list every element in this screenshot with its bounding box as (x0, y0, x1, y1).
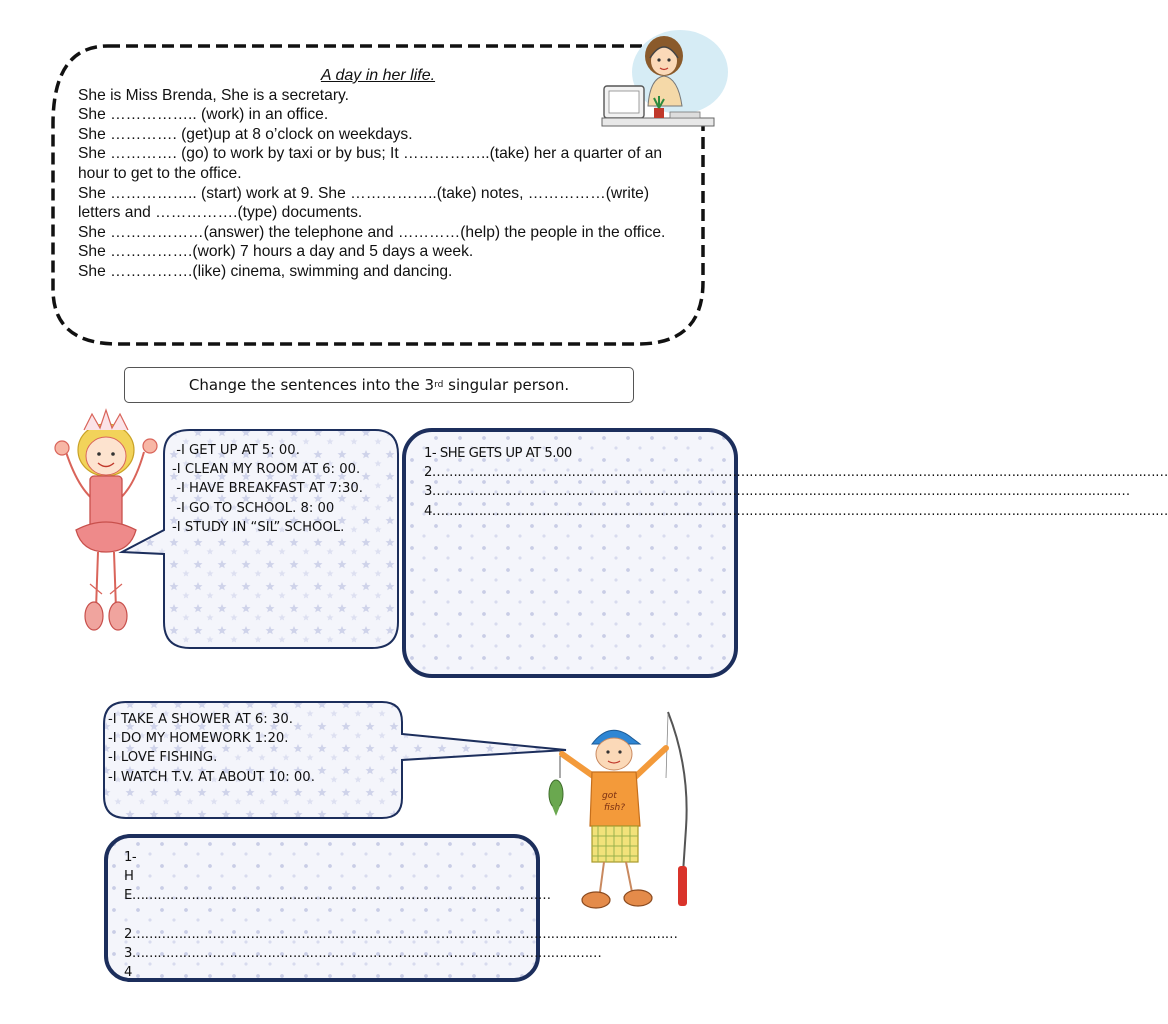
reading-line: She …………. (get)up at 8 o’clock on weekdays. (78, 125, 413, 143)
answer-line: 2…………………………………………………………………………………………………………………3…………………………………………………………………………………………………4 (124, 926, 678, 981)
answer-line: 2………………………………………………………………………………………………………………………………………………………… (424, 465, 1168, 481)
answer-line: 3………………………………………………………………………………………………………………………………………………… (424, 484, 1130, 500)
girl-sentences (172, 441, 394, 537)
boy-sentence: -I LOVE FISHING. (108, 750, 218, 766)
girl-sentence: -I STUDY IN “SIL” SCHOOL. (172, 519, 345, 535)
answer-line: 4………………………………………………………………………………………………………………………………………………………… (424, 503, 1168, 519)
instruction-text-end: singular person. (443, 376, 570, 394)
reading-line: She …………. (go) to work by taxi or by bus; It ……………..(take) her a quarter of an hour to get to the office. (78, 145, 663, 182)
instruction-box (124, 367, 634, 403)
boy-sentence: -I DO MY HOMEWORK 1:20. (108, 731, 289, 747)
instruction-superscript: rd (434, 380, 444, 390)
reading-line: She …………….. (work) in an office. (78, 106, 329, 124)
reading-passage (78, 66, 678, 282)
instruction-text: Change the sentences into the 3 (188, 376, 435, 394)
reading-line: She is Miss Brenda, She is a secretary. (78, 86, 349, 104)
boy-sentence: -I TAKE A SHOWER AT 6: 30. (108, 712, 293, 727)
boy-sentence: -I WATCH T.V. AT ABOUT 10: 00. (108, 769, 315, 785)
girl-sentence: -I CLEAN MY ROOM AT 6: 00. (172, 462, 361, 478)
girl-sentence: -I GET UP AT 5: 00. (172, 443, 300, 458)
reading-line: She …………….(like) cinema, swimming and dancing. (78, 262, 453, 280)
girl-sentence: -I HAVE BREAKFAST AT 7:30. (172, 481, 363, 497)
answer-line: HE……………………………………………………………………………………… (124, 869, 551, 904)
answer-lines-she (424, 444, 1168, 521)
svg-text:fish?: fish? (604, 803, 625, 813)
reading-line: She ………………(answer) the telephone and …………(help) the people in the office. (78, 223, 666, 241)
svg-text:got: got (602, 791, 617, 801)
answer-line-label: 1- (124, 850, 137, 865)
girl-sentence: -I GO TO SCHOOL. 8: 00 (172, 500, 335, 516)
reading-title: A day in her life. (320, 67, 436, 84)
reading-line: She …………….(work) 7 hours a day and 5 days a week. (78, 243, 474, 261)
secretary-at-computer-icon (600, 26, 730, 138)
answer-line: 1- SHE GETS UP AT 5.00 (424, 446, 572, 461)
reading-line: She …………….. (start) work at 9. She ……………..(take) notes, ……………(write) letters and …………….(type) documents. (78, 184, 650, 222)
boy-with-fishing-rod-icon (540, 708, 710, 920)
answer-lines-he (124, 848, 678, 982)
boy-sentences (108, 710, 398, 787)
